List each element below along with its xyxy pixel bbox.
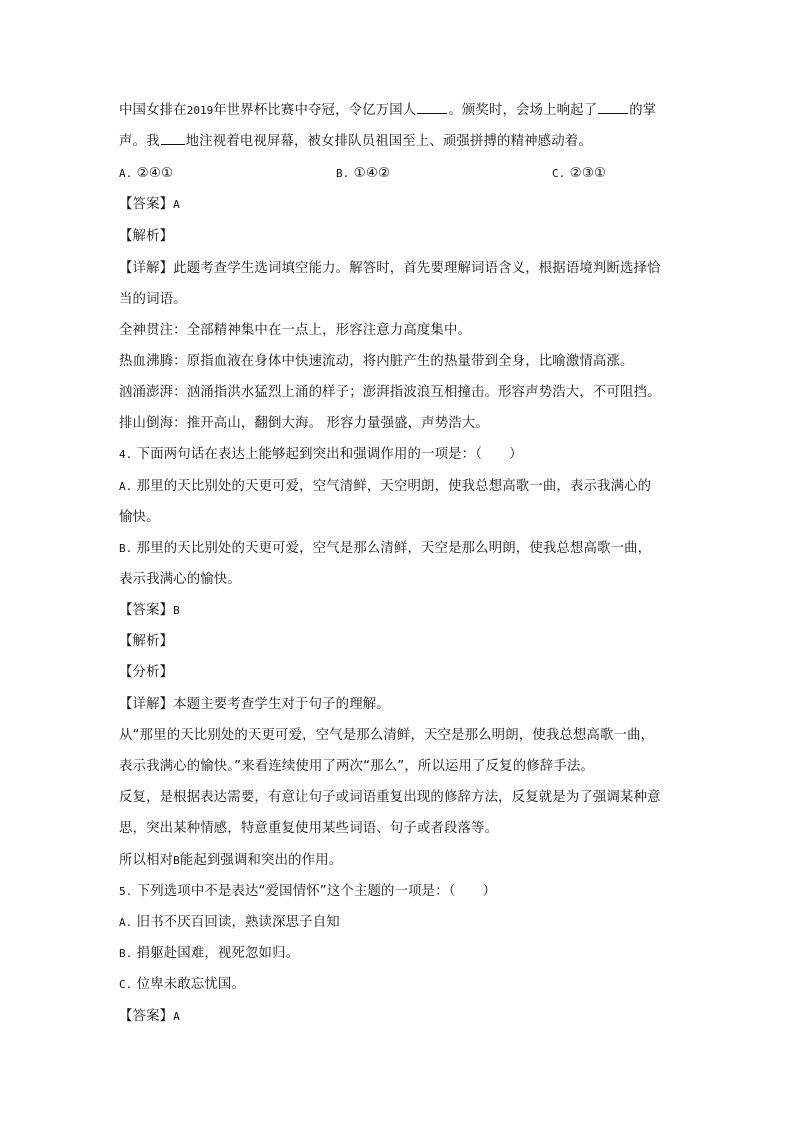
q5-option-c bbox=[119, 974, 689, 996]
q3-definition-4: 排山倒海：推开高山，翻倒大海。 形容力量强盛，声势浩大。 bbox=[119, 416, 490, 431]
q4-option-b-line-2: 表示我满心的愉快。 bbox=[119, 572, 241, 587]
q5-number: 5. bbox=[119, 885, 133, 898]
q5-option-b-text: 捐躯赴国难，视死忽如归。 bbox=[136, 946, 300, 961]
q3-answer bbox=[119, 194, 689, 216]
q5-answer bbox=[119, 1006, 689, 1028]
q3-stem-text-2b: 地注视着电视屏幕，被女排队员祖国至上、顽强拼搏的精神感动着。 bbox=[185, 134, 592, 149]
q3-option-c-text: ②③① bbox=[569, 166, 607, 181]
q3-stem-line-2 bbox=[119, 131, 689, 153]
q4-analysis-heading: 【解析】 bbox=[119, 634, 174, 649]
q5-option-b bbox=[119, 943, 689, 965]
q3-stem-text-1a: 中国女排在 bbox=[119, 103, 187, 118]
q4-answer-bracket: （ ） bbox=[475, 447, 523, 462]
q3-option-c-label: C. bbox=[552, 167, 566, 180]
q4-option-b-text-1: 那里的天比别处的天更可爱，空气是那么清鲜，天空是那么明朗，使我总想高歌一曲， bbox=[136, 541, 652, 556]
q4-detail-text-6a: 所以相对 bbox=[119, 853, 174, 868]
q4-detail-text-6c: 能起到强调和突出的作用。 bbox=[179, 853, 343, 868]
q4-detail-line-4: 反复，是根据表达需要，有意让句子或词语重复出现的修辞方法，反复就是为了强调某种意 bbox=[119, 790, 661, 805]
q3-stem-line-1 bbox=[119, 100, 689, 122]
q4-answer-label: 【答案】 bbox=[119, 603, 174, 618]
q5-stem bbox=[119, 881, 689, 903]
q3-analysis-heading: 【解析】 bbox=[119, 229, 174, 244]
q3-option-a-label: A. bbox=[119, 167, 133, 180]
q3-stem-text-1c: 。颁奖时，会场上响起了 bbox=[448, 103, 598, 118]
q5-option-b-label: B. bbox=[119, 947, 133, 960]
q4-stem-text: 下面两句话在表达上能够起到突出和强调作用的一项是： bbox=[136, 447, 476, 462]
q3-definition-2: 热血沸腾：原指血液在身体中快速流动，将内脏产生的热量带到全身，比喻激情高涨。 bbox=[119, 354, 634, 369]
q4-option-a-label: A. bbox=[119, 480, 133, 493]
q5-answer-label: 【答案】 bbox=[119, 1009, 174, 1024]
q3-blank-2 bbox=[598, 103, 628, 114]
q5-stem-text: 下列选项中不是表达“爱国情怀”这个主题的一项是： bbox=[136, 884, 449, 899]
q4-answer bbox=[119, 600, 689, 622]
q4-detail-line-3: 表示我满心的愉快。”来看连续使用了两次“那么”，所以运用了反复的修辞手法。 bbox=[119, 759, 594, 774]
q5-option-a-text: 旧书不厌百回读，熟读深思子自知 bbox=[136, 915, 340, 930]
q3-options-row bbox=[119, 163, 689, 185]
q3-option-a bbox=[119, 163, 173, 185]
q4-option-a-line-1 bbox=[119, 476, 689, 498]
q3-answer-label: 【答案】 bbox=[119, 197, 174, 212]
q4-number: 4. bbox=[119, 448, 133, 461]
q3-option-b-label: B. bbox=[336, 167, 350, 180]
q4-stem bbox=[119, 444, 689, 466]
q3-option-a-text: ②④① bbox=[136, 166, 174, 181]
q4-option-a-line-2: 愉快。 bbox=[119, 510, 160, 525]
q4-detail-line-5: 思，突出某种情感，特意重复使用某些词语、句子或者段落等。 bbox=[119, 821, 499, 836]
q5-answer-value: A bbox=[173, 1010, 180, 1023]
q5-option-a bbox=[119, 912, 689, 934]
q3-definition-3: 汹涌澎湃：汹涌指洪水猛烈上涌的样子；澎湃指波浪互相撞击。形容声势浩大，不可阻挡。 bbox=[119, 385, 661, 400]
q4-fenxi-heading: 【分析】 bbox=[119, 665, 174, 680]
q3-blank-1 bbox=[417, 103, 447, 114]
q5-option-a-label: A. bbox=[119, 916, 133, 929]
q5-option-c-label: C. bbox=[119, 978, 133, 991]
q3-blank-3 bbox=[161, 134, 185, 145]
q3-detail-line-2: 当的词语。 bbox=[119, 292, 187, 307]
q3-option-b bbox=[336, 163, 390, 185]
q4-detail-letter: B bbox=[173, 854, 180, 867]
q4-option-b-label: B. bbox=[119, 542, 133, 555]
q3-option-b-text: ①④② bbox=[353, 166, 391, 181]
q3-answer-value: A bbox=[173, 198, 180, 211]
q4-answer-value: B bbox=[173, 604, 180, 617]
q4-option-b-line-1 bbox=[119, 538, 689, 560]
q3-option-c bbox=[552, 163, 606, 185]
q3-detail-line-1: 【详解】此题考查学生选词填空能力。解答时，首先要理解词语含义，根据语境判断选择恰 bbox=[119, 261, 661, 276]
q3-definition-1: 全神贯注：全部精神集中在一点上，形容注意力高度集中。 bbox=[119, 323, 472, 338]
q4-option-a-text-1: 那里的天比别处的天更可爱，空气清鲜，天空明朗，使我总想高歌一曲，表示我满心的 bbox=[136, 479, 652, 494]
q5-answer-bracket: （ ） bbox=[448, 884, 497, 899]
q3-stem-text-2a: 声。我 bbox=[119, 134, 160, 149]
q4-detail-line-1: 【详解】本题主要考查学生对于句子的理解。 bbox=[119, 697, 390, 712]
q4-detail-line-6 bbox=[119, 850, 689, 872]
q3-stem-year: 2019 bbox=[186, 104, 214, 117]
q4-detail-line-2: 从“那里的天比别处的天更可爱，空气是那么清鲜，天空是那么明朗，使我总想高歌一曲， bbox=[119, 728, 655, 743]
q3-stem-text-1d: 的掌 bbox=[629, 103, 657, 118]
q3-stem-text-1b: 年世界杯比赛中夺冠，令亿万国人 bbox=[213, 103, 417, 118]
q5-option-c-text: 位卑未敢忘忧国。 bbox=[136, 977, 245, 992]
